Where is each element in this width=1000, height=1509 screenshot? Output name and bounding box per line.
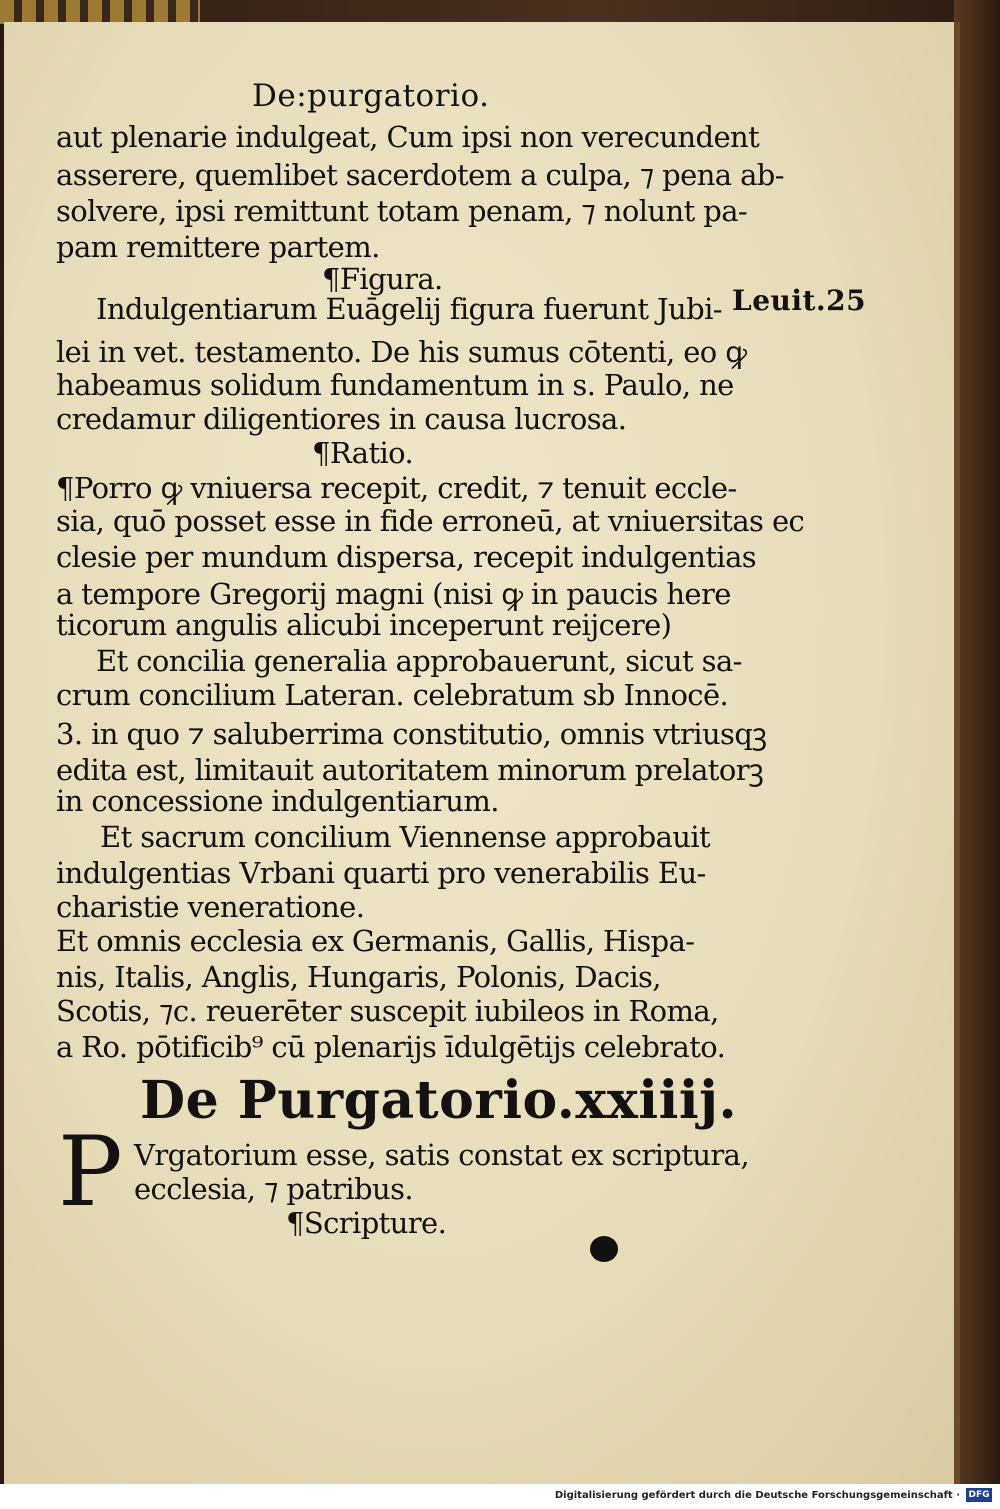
text-line: Et sacrum concilium Viennense approbauit xyxy=(100,820,711,854)
text-line: ¶Porro ꝙ vniuersa recepit, credit, ⁊ tenuit eccle- xyxy=(56,471,737,505)
text-line: crum concilium Lateran. celebratum sb Innocē. xyxy=(56,678,729,712)
text-line: Et omnis ecclesia ex Germanis, Gallis, Hispa- xyxy=(56,924,695,958)
margin-note: Leuit.25 xyxy=(732,284,867,317)
decorated-initial: P xyxy=(58,1116,123,1228)
text-line: credamur diligentiores in causa lucrosa. xyxy=(56,402,627,436)
text-line: a Ro. pōtificib⁹ cū plenarijs īdulgētijs celebrato. xyxy=(56,1030,726,1064)
text-line: indulgentias Vrbani quarti pro venerabilis Eu- xyxy=(56,856,706,890)
book-fore-edge xyxy=(954,0,1000,1509)
text-line: ecclesia, ⁊ patribus. xyxy=(134,1172,413,1206)
text-line: sia, quō posset esse in fide erroneū, at vniuersitas ec xyxy=(56,504,805,538)
text-line: Indulgentiarum Euāgelij figura fuerunt Jubi- xyxy=(96,292,722,326)
gilt-edge-decoration xyxy=(0,0,200,24)
text-line: Scotis, ⁊c. reuerēter suscepit iubileos in Roma, xyxy=(56,994,719,1028)
text-line: aut plenarie indulgeat, Cum ipsi non verecundent xyxy=(56,120,760,154)
dfg-logo: DFG xyxy=(966,1488,992,1502)
text-line: in concessione indulgentiarum. xyxy=(56,784,499,818)
text-line: nis, Italis, Anglis, Hungaris, Polonis, Dacis, xyxy=(56,960,661,994)
text-line: lei in vet. testamento. De his sumus cōtenti, eo ꝙ xyxy=(56,335,747,369)
text-line: Et concilia generalia approbauerunt, sicut sa- xyxy=(96,644,742,678)
text-line: asserere, quemlibet sacerdotem a culpa, ⁊ pena ab- xyxy=(56,158,784,192)
running-head: De:purgatorio. xyxy=(252,78,490,114)
text-line: charistie veneratione. xyxy=(56,890,365,924)
text-line: Vrgatorium esse, satis constat ex scriptura, xyxy=(134,1138,749,1172)
text-line: ticorum angulis alicubi inceperunt reijcere) xyxy=(56,608,672,642)
text-line: habeamus solidum fundamentum in s. Paulo, ne xyxy=(56,368,734,402)
text-line: clesie per mundum dispersa, recepit indulgentias xyxy=(56,540,757,574)
ink-blot-ornament xyxy=(590,1236,618,1262)
rubric-figura: ¶Figura. xyxy=(322,262,443,296)
text-line: a tempore Gregorij magni (nisi ꝙ in paucis here xyxy=(56,577,731,611)
rubric-scripture: ¶Scripture. xyxy=(286,1206,447,1240)
text-line: pam remittere partem. xyxy=(56,230,380,264)
digitization-attribution: Digitalisierung gefördert durch die Deutsche Forschungsgemeinschaft · xyxy=(554,1490,960,1501)
text-line: 3. in quo ⁊ saluberrima constitutio, omnis vtriusqꝫ xyxy=(56,717,767,751)
text-line: edita est, limitauit autoritatem minorum prelatorꝫ xyxy=(56,753,764,787)
chapter-title: De Purgatorio.xxiiij. xyxy=(140,1070,738,1131)
rubric-ratio: ¶Ratio. xyxy=(312,436,414,470)
text-line: solvere, ipsi remittunt totam penam, ⁊ nolunt pa- xyxy=(56,194,748,228)
